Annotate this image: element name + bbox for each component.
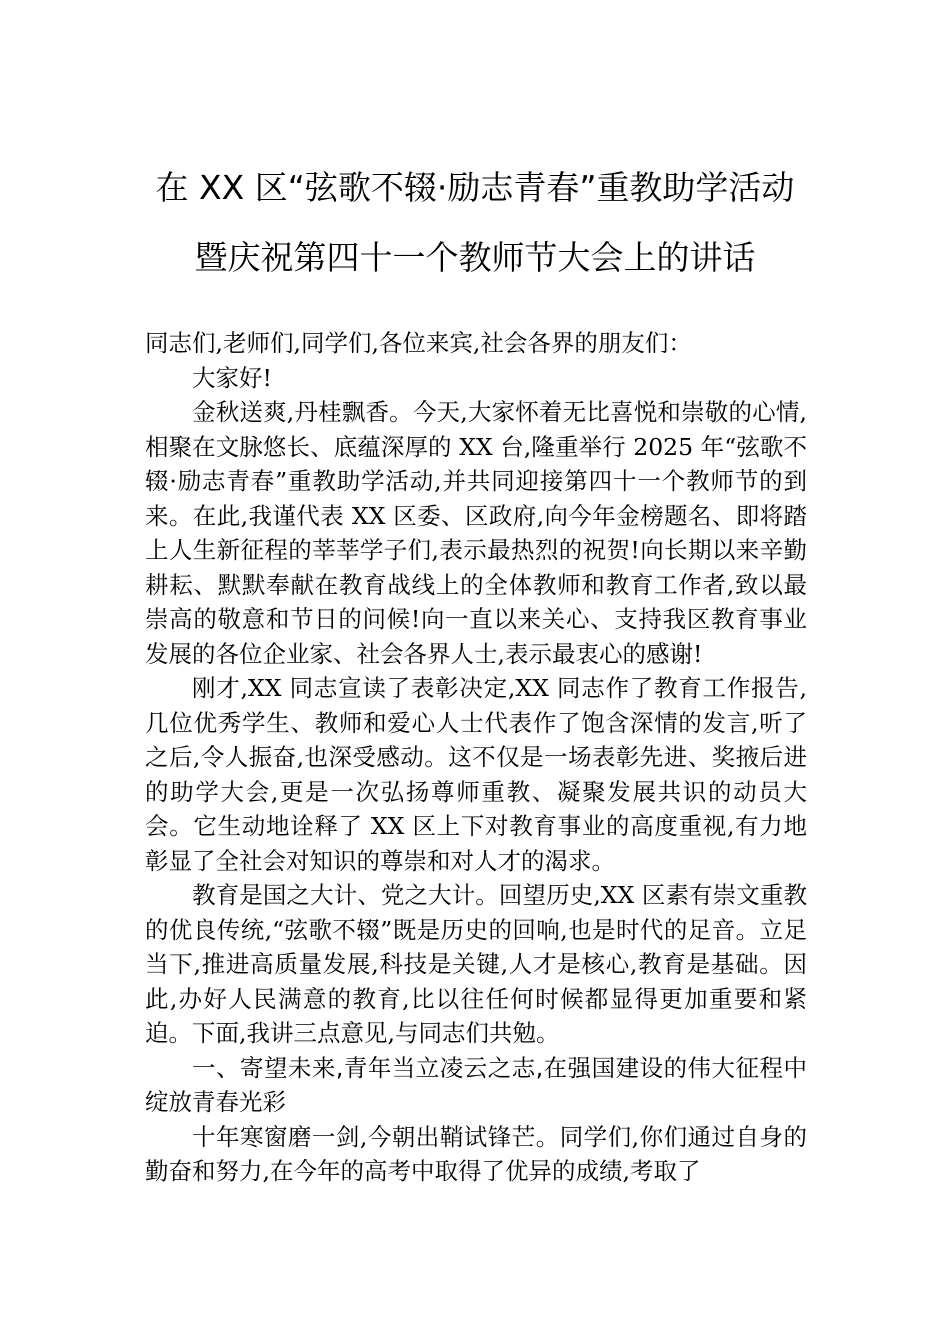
paragraph-3: 教育是国之大计、党之大计。回望历史,XX 区素有崇文重教的优良传统,“弦歌不辍”既是历史的回响,也是时代的足音。立足当下,推进高质量发展,科技是关键,人才是核心,教育是基础。因此,办好人民满意的教育,比以往任何时候都显得更加重要和紧迫。下面,我讲三点意见,与同志们共勉。 [145,881,807,1047]
title-line-2: 暨庆祝第四十一个教师节大会上的讲话 [194,238,756,277]
paragraph-1: 金秋送爽,丹桂飘香。今天,大家怀着无比喜悦和崇敬的心情,相聚在文脉悠长、底蕴深厚的 XX 台,隆重举行 2025 年“弦歌不辍·励志青春”重教助学活动,并共同迎接第四十一个教师节的到来。在此,我谨代表 XX 区委、区政府,向今年金榜题名、即将踏上人生新征程的莘莘学子们,表示最热烈的祝贺!向长期以来辛勤耕耘、默默奉献在教育战线上的全体教师和教育工作者,致以最崇高的敬意和节日的问候!向一直以来关心、支持我区教育事业发展的各位企业家、社会各界人士,表示最衷心的感谢! [145,398,807,668]
salutation: 同志们,老师们,同学们,各位来宾,社会各界的朋友们： [145,329,692,357]
paragraph-4: 十年寒窗磨一剑,今朝出鞘试锋芒。同学们,你们通过自身的勤奋和努力,在今年的高考中取得了优异的成绩,考取了 [145,1122,807,1185]
paragraph-2: 刚才,XX 同志宣读了表彰决定,XX 同志作了教育工作报告,几位优秀学生、教师和爱心人士代表作了饱含深情的发言,听了之后,令人振奋,也深受感动。这不仅是一场表彰先进、奖掖后进的助学大会,更是一次弘扬尊师重教、凝聚发展共识的动员大会。它生动地诠释了 XX 区上下对教育事业的高度重视,有力地彰显了全社会对知识的尊崇和对人才的渴求。 [145,674,807,875]
greeting: 大家好! [192,363,272,392]
speech-body [145,326,807,1189]
section-heading-1: 一、寄望未来,青年当立凌云之志,在强国建设的伟大征程中绽放青春光彩 [145,1053,807,1116]
title-line-1: 在 XX 区“弦歌不辍·励志青春”重教助学活动 [155,168,795,207]
